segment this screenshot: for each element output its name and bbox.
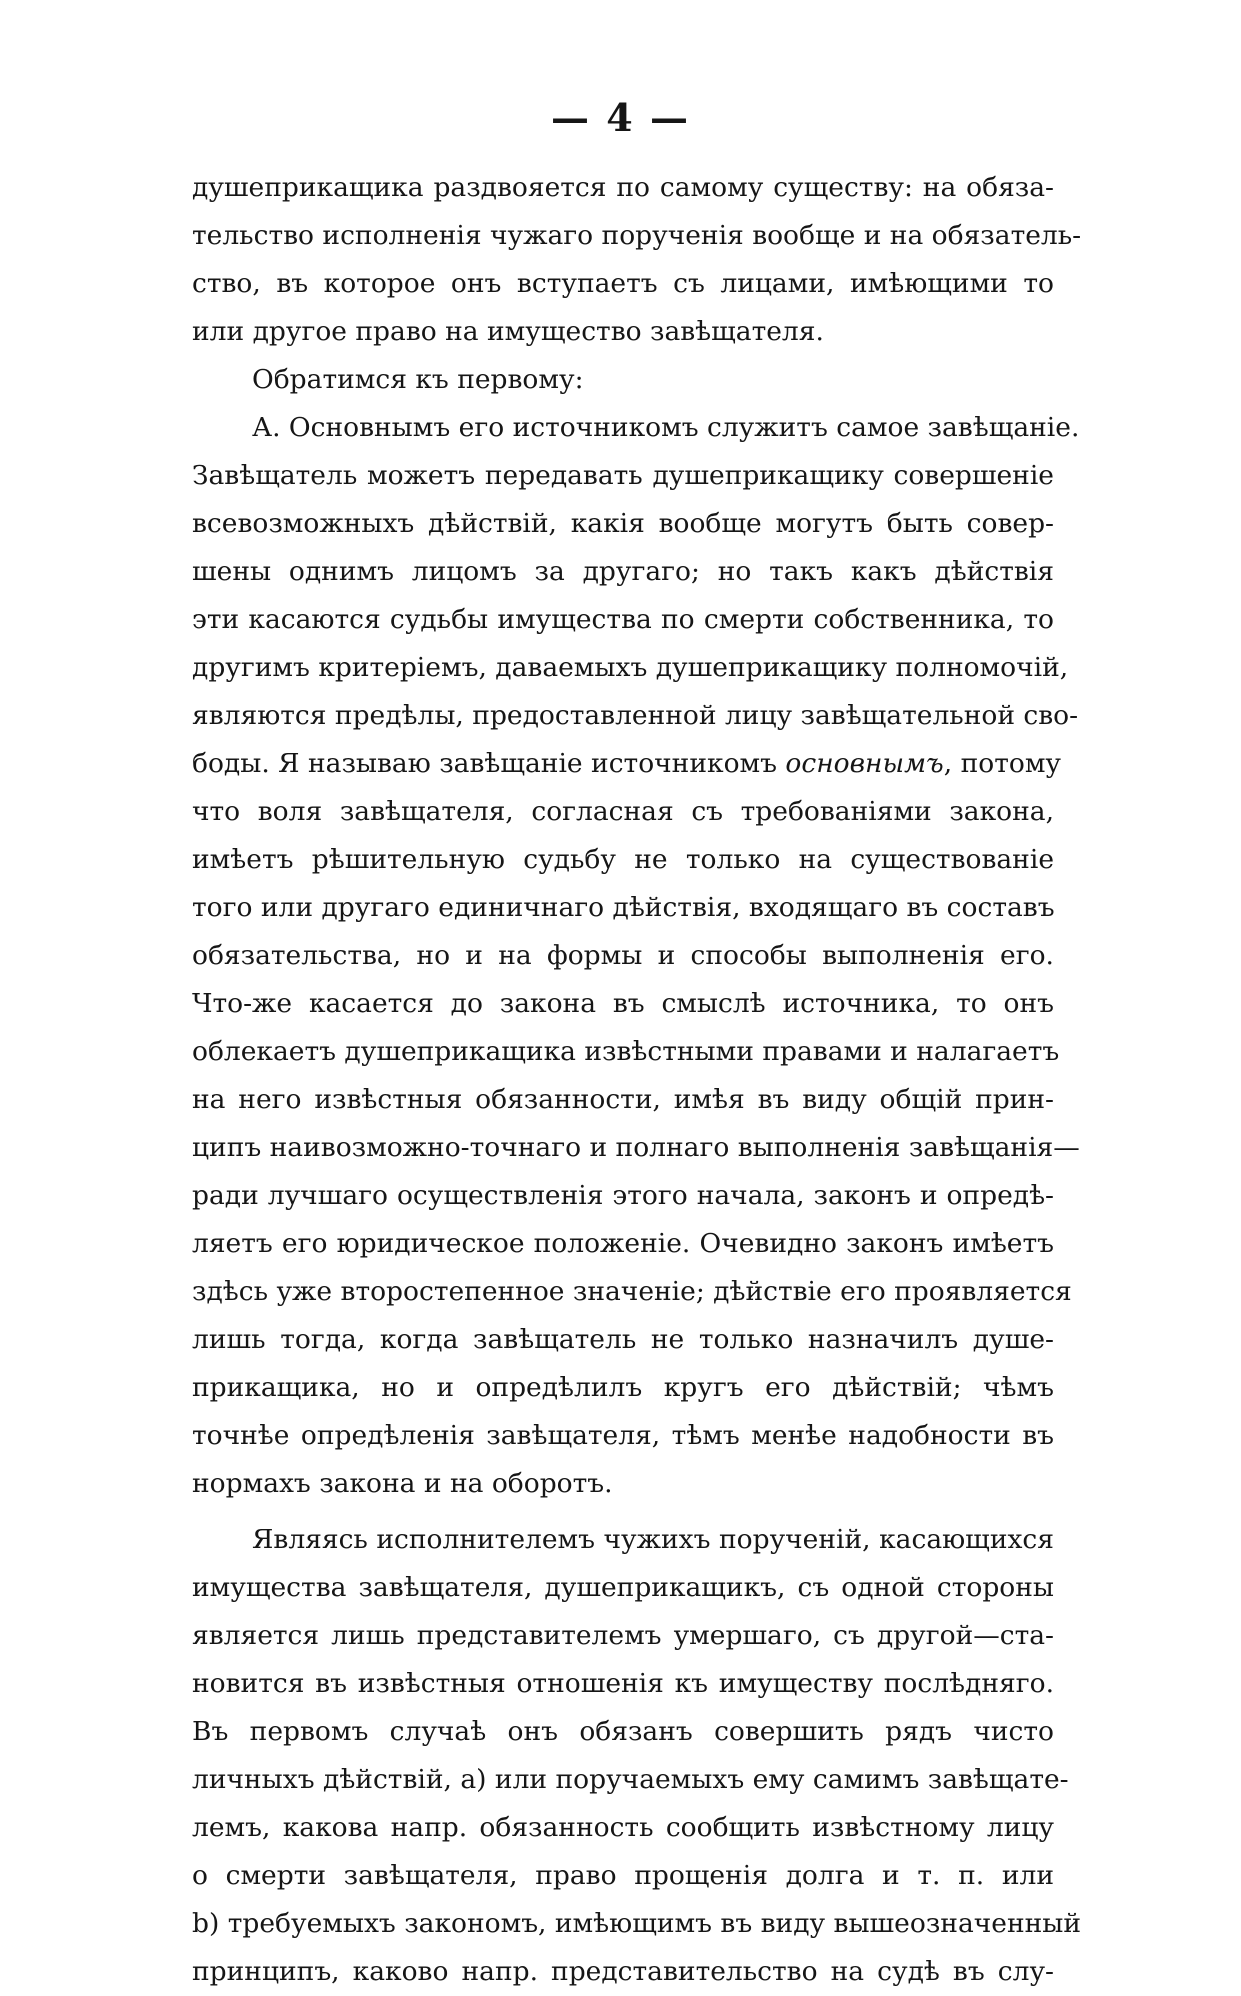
text-line: Въ первомъ случаѣ онъ обязанъ совершить рядъ чисто	[192, 1716, 1054, 1747]
text-line: тельство исполненія чужаго порученія вообще и на обязатель-	[192, 220, 1082, 251]
text-line: Завѣщатель можетъ передавать душеприкащику совершеніе	[192, 460, 1054, 491]
text-line: ство, въ которое онъ вступаетъ съ лицами, имѣющими то	[192, 268, 1054, 299]
body-text	[192, 164, 1082, 1996]
text-line: принципъ, каково напр. представительство на судѣ въ слу-	[192, 1956, 1054, 1987]
text-line: нормахъ закона и на оборотъ.	[192, 1468, 613, 1499]
text-line: того или другаго единичнаго дѣйствія, входящаго въ составъ	[192, 892, 1055, 923]
text-line: является лишь представителемъ умершаго, съ другой—ста-	[192, 1620, 1054, 1651]
text-line: ляетъ его юридическое положеніе. Очевидно законъ имѣетъ	[192, 1228, 1054, 1259]
text-line: новится въ извѣстныя отношенія къ имуществу послѣдняго.	[192, 1668, 1054, 1699]
text-line: эти касаются судьбы имущества по смерти собственника, то	[192, 604, 1054, 635]
text-line: ципъ наивозможно-точнаго и полнаго выполненія завѣщанія—	[192, 1132, 1080, 1163]
text-line: что воля завѣщателя, согласная съ требованіями закона,	[192, 796, 1054, 827]
line-text-after: , потому	[943, 748, 1062, 779]
text-line: прикащика, но и опредѣлилъ кругъ его дѣйствій; чѣмъ	[192, 1372, 1054, 1403]
text-line-with-italic	[192, 740, 1062, 788]
text-line: личныхъ дѣйствій, а) или поручаемыхъ ему самимъ завѣщате-	[192, 1764, 1069, 1795]
text-line: являются предѣлы, предоставленной лицу завѣщательной сво-	[192, 700, 1079, 731]
text-line: душеприкащика раздвояется по самому существу: на обяза-	[192, 172, 1054, 203]
text-line: b) требуемыхъ закономъ, имѣющимъ въ виду вышеозначенный	[192, 1908, 1082, 1939]
text-line: точнѣе опредѣленія завѣщателя, тѣмъ менѣе надобности въ	[192, 1420, 1054, 1451]
text-line: Обратимся къ первому:	[252, 364, 584, 395]
text-line: здѣсь уже второстепенное значеніе; дѣйствіе его проявляется	[192, 1276, 1072, 1307]
text-line: другимъ критеріемъ, даваемыхъ душеприкащику полномочій,	[192, 652, 1069, 683]
text-line: облекаетъ душеприкащика извѣстными правами и налагаетъ	[192, 1036, 1060, 1067]
text-line: на него извѣстныя обязанности, имѣя въ виду общій прин-	[192, 1084, 1054, 1115]
italic-word: основнымъ	[785, 748, 944, 779]
text-line: Являясь исполнителемъ чужихъ порученій, касающихся	[252, 1524, 1054, 1555]
text-line: А. Основнымъ его источникомъ служитъ самое завѣщаніе.	[252, 412, 1080, 443]
line-text-before: боды. Я называю завѣщаніе источникомъ	[192, 748, 786, 779]
text-line: обязательства, но и на формы и способы выполненія его.	[192, 940, 1054, 971]
text-line: Что-же касается до закона въ смыслѣ источника, то онъ	[192, 988, 1054, 1019]
text-line: всевозможныхъ дѣйствій, какія вообще могутъ быть совер-	[192, 508, 1054, 539]
text-line: лишь тогда, когда завѣщатель не только назначилъ душе-	[192, 1324, 1054, 1355]
text-line: имѣетъ рѣшительную судьбу не только на существованіе	[192, 844, 1054, 875]
page-number: — 4 —	[551, 95, 690, 140]
text-line: имущества завѣщателя, душеприкащикъ, съ одной стороны	[192, 1572, 1054, 1603]
text-line: лемъ, какова напр. обязанность сообщить извѣстному лицу	[192, 1812, 1054, 1843]
text-line: ради лучшаго осуществленія этого начала, законъ и опредѣ-	[192, 1180, 1054, 1211]
text-line: о смерти завѣщателя, право прощенія долга и т. п. или	[192, 1860, 1054, 1891]
text-line: или другое право на имущество завѣщателя.	[192, 316, 824, 347]
text-line: шены однимъ лицомъ за другаго; но такъ какъ дѣйствія	[192, 556, 1054, 587]
